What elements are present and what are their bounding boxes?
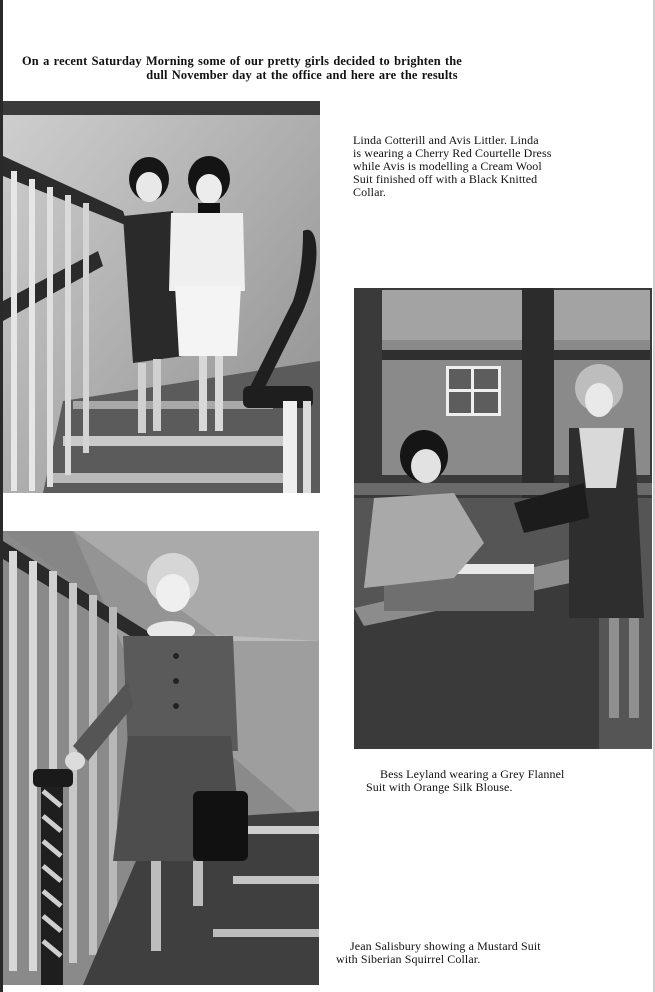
caption-line: Jean Salisbury showing a Mustard Suit <box>350 939 541 953</box>
page-heading <box>22 54 582 82</box>
caption-jean <box>336 940 636 966</box>
caption-line: Suit with Orange Silk Blouse. <box>366 780 513 794</box>
heading-line-1: On a recent Saturday Morning some of our pretty girls decided to brighten the <box>22 54 462 68</box>
caption-line: Suit finished off with a Black Knitted <box>353 172 538 186</box>
photo-staircase-two-women <box>3 101 320 493</box>
photo-staircase-two-women-image <box>3 101 320 493</box>
photo-office-desk <box>354 288 652 749</box>
caption-linda-avis <box>353 134 613 199</box>
caption-line: with Siberian Squirrel Collar. <box>336 952 481 966</box>
heading-line-2: dull November day at the office and here are the results <box>146 68 458 82</box>
caption-line: Collar. <box>353 185 387 199</box>
caption-line: is wearing a Cherry Red Courtelle Dress <box>353 146 552 160</box>
photo-staircase-one-woman <box>3 531 319 985</box>
caption-line: Linda Cotterill and Avis Littler. Linda <box>353 133 539 147</box>
caption-bess <box>366 768 646 794</box>
caption-line: while Avis is modelling a Cream Wool <box>353 159 542 173</box>
photo-office-desk-image <box>354 288 652 749</box>
photo-staircase-one-woman-image <box>3 531 319 985</box>
caption-line: Bess Leyland wearing a Grey Flannel <box>380 767 565 781</box>
